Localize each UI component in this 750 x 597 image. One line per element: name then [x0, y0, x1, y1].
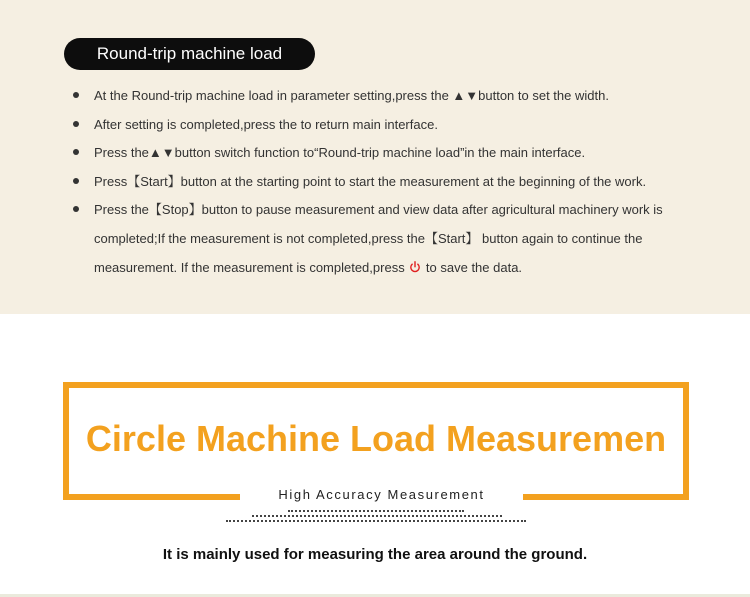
instruction-text: At the Round-trip machine load in parameter setting,press the ▲▼button to set the width. — [94, 88, 609, 103]
bullet-dot-icon — [73, 121, 79, 127]
headline: Circle Machine Load Measuremen — [85, 418, 667, 459]
bullet-dot-icon — [73, 149, 79, 155]
instruction-text: Press the▲▼button switch function to“Round-trip machine load”in the main interface. — [94, 145, 586, 161]
instruction-item — [70, 111, 690, 140]
instruction-text: Press the【Stop】button to pause measurement and view data after agricultural machinery work is completed;If the measurement is not completed,press the【Start】 button again to continue the measurement. If the measurement is completed,press — [94, 202, 663, 275]
instruction-item — [70, 139, 690, 168]
instruction-list — [70, 82, 690, 282]
instruction-text: After setting is completed,press the to return main interface. — [94, 116, 438, 132]
subtitle: High Accuracy Measurement — [278, 487, 485, 502]
bullet-dot-icon — [73, 178, 79, 184]
power-icon — [409, 261, 421, 273]
dotted-divider — [252, 515, 502, 517]
instruction-item — [70, 82, 690, 111]
instruction-text-end: to save the data. — [422, 259, 523, 275]
bullet-dot-icon — [73, 92, 79, 98]
caption: It is mainly used for measuring the area around the ground. — [162, 546, 588, 563]
dotted-divider — [226, 520, 526, 522]
dotted-divider — [288, 510, 464, 512]
section-title-pill: Round-trip machine load — [64, 38, 315, 70]
bullet-dot-icon — [73, 206, 79, 212]
instruction-text: Press【Start】button at the starting point to start the measurement at the beginning of the work. — [94, 173, 647, 189]
instruction-item — [70, 168, 690, 197]
instruction-item — [70, 196, 690, 282]
